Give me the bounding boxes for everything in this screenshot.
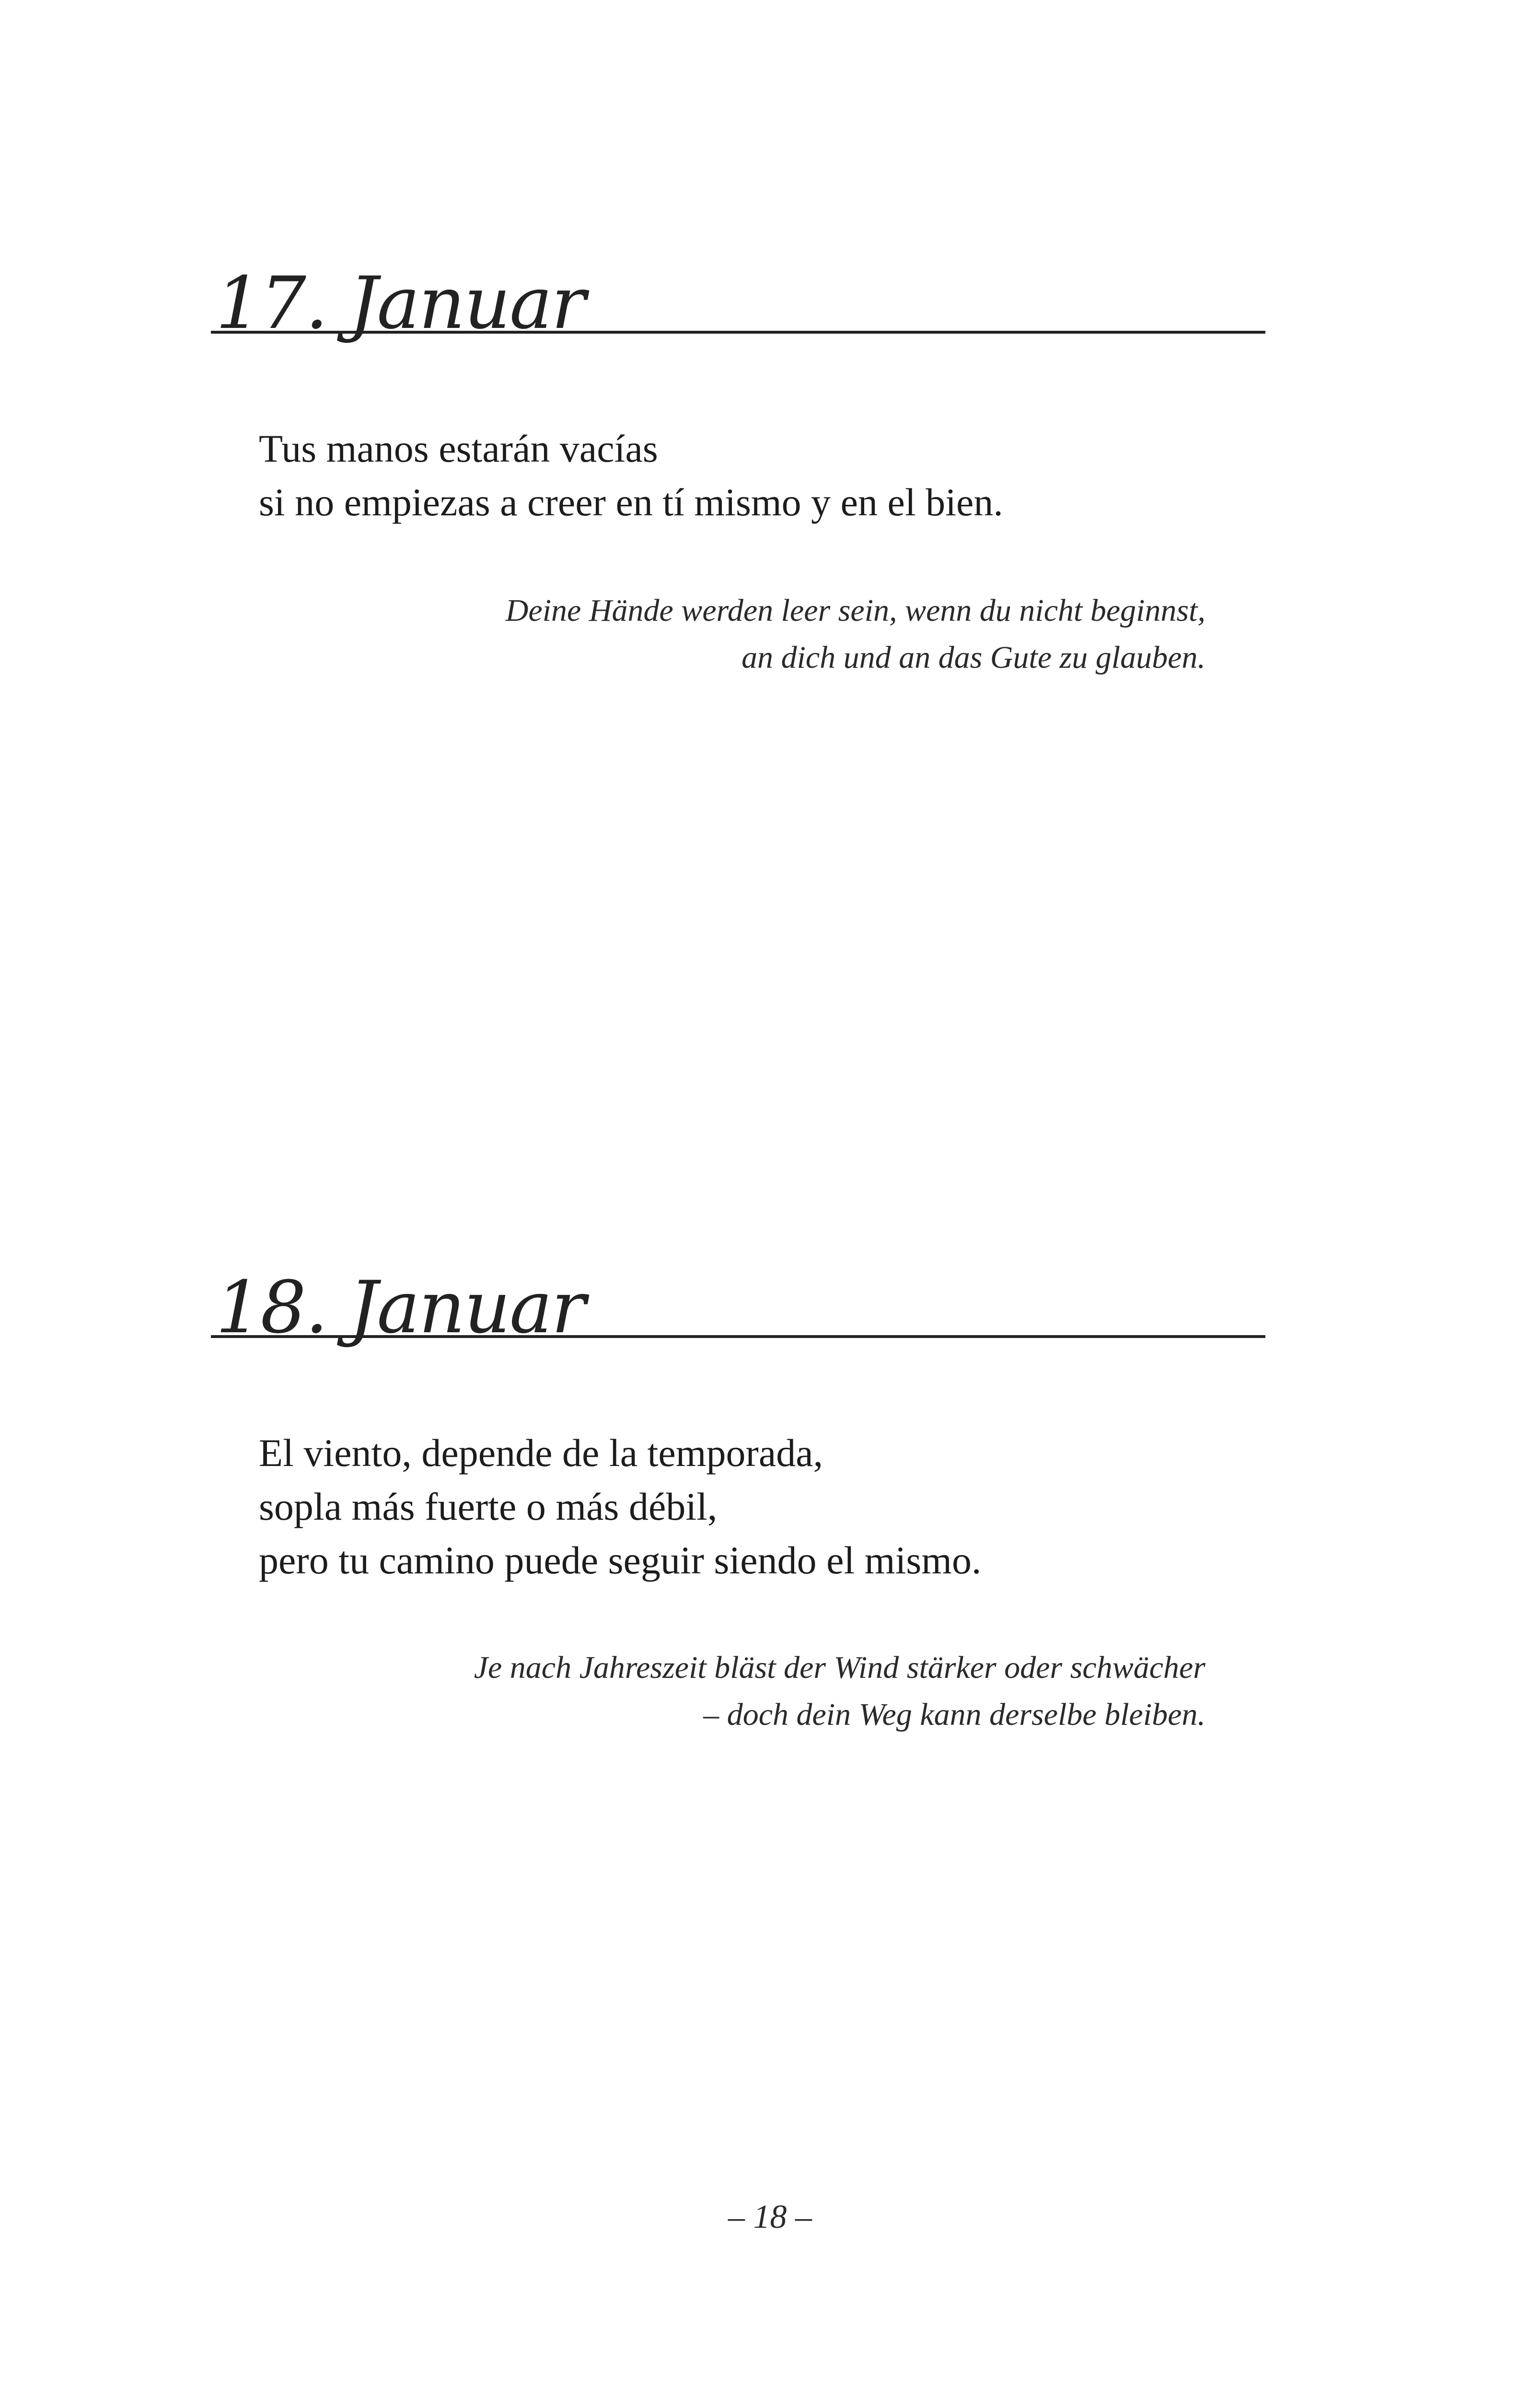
german-translation-line: – doch dein Weg kann derselbe bleiben.: [703, 1697, 1205, 1732]
spanish-quote-line: si no empiezas a creer en tí mismo y en el bien.: [259, 480, 1003, 524]
spanish-quote-line: sopla más fuerte o más débil,: [259, 1485, 718, 1528]
german-translation-line: Deine Hände werden leer sein, wenn du nicht beginnst,: [505, 593, 1205, 628]
entry-heading: [211, 1254, 1265, 1397]
spanish-quote-line: Tus manos estarán vacías: [259, 427, 658, 470]
german-translation-line: Je nach Jahreszeit bläst der Wind stärker oder schwächer: [474, 1650, 1205, 1685]
entry-heading: [211, 249, 1265, 393]
page-number: – 18 –: [728, 2199, 812, 2235]
title-underline: [211, 331, 1265, 334]
spanish-quote: [259, 422, 1313, 529]
german-translation: [0, 1644, 1205, 1738]
entry-date-title: 17. Januar: [216, 262, 585, 345]
spanish-quote: [259, 1426, 1313, 1587]
spanish-quote-line: pero tu camino puede seguir siendo el mismo.: [259, 1538, 982, 1582]
entry-date-title: 18. Januar: [216, 1266, 585, 1350]
german-translation: [0, 587, 1205, 681]
title-underline: [211, 1335, 1265, 1338]
german-translation-line: an dich und an das Gute zu glauben.: [741, 640, 1205, 675]
spanish-quote-line: El viento, depende de la temporada,: [259, 1431, 823, 1475]
